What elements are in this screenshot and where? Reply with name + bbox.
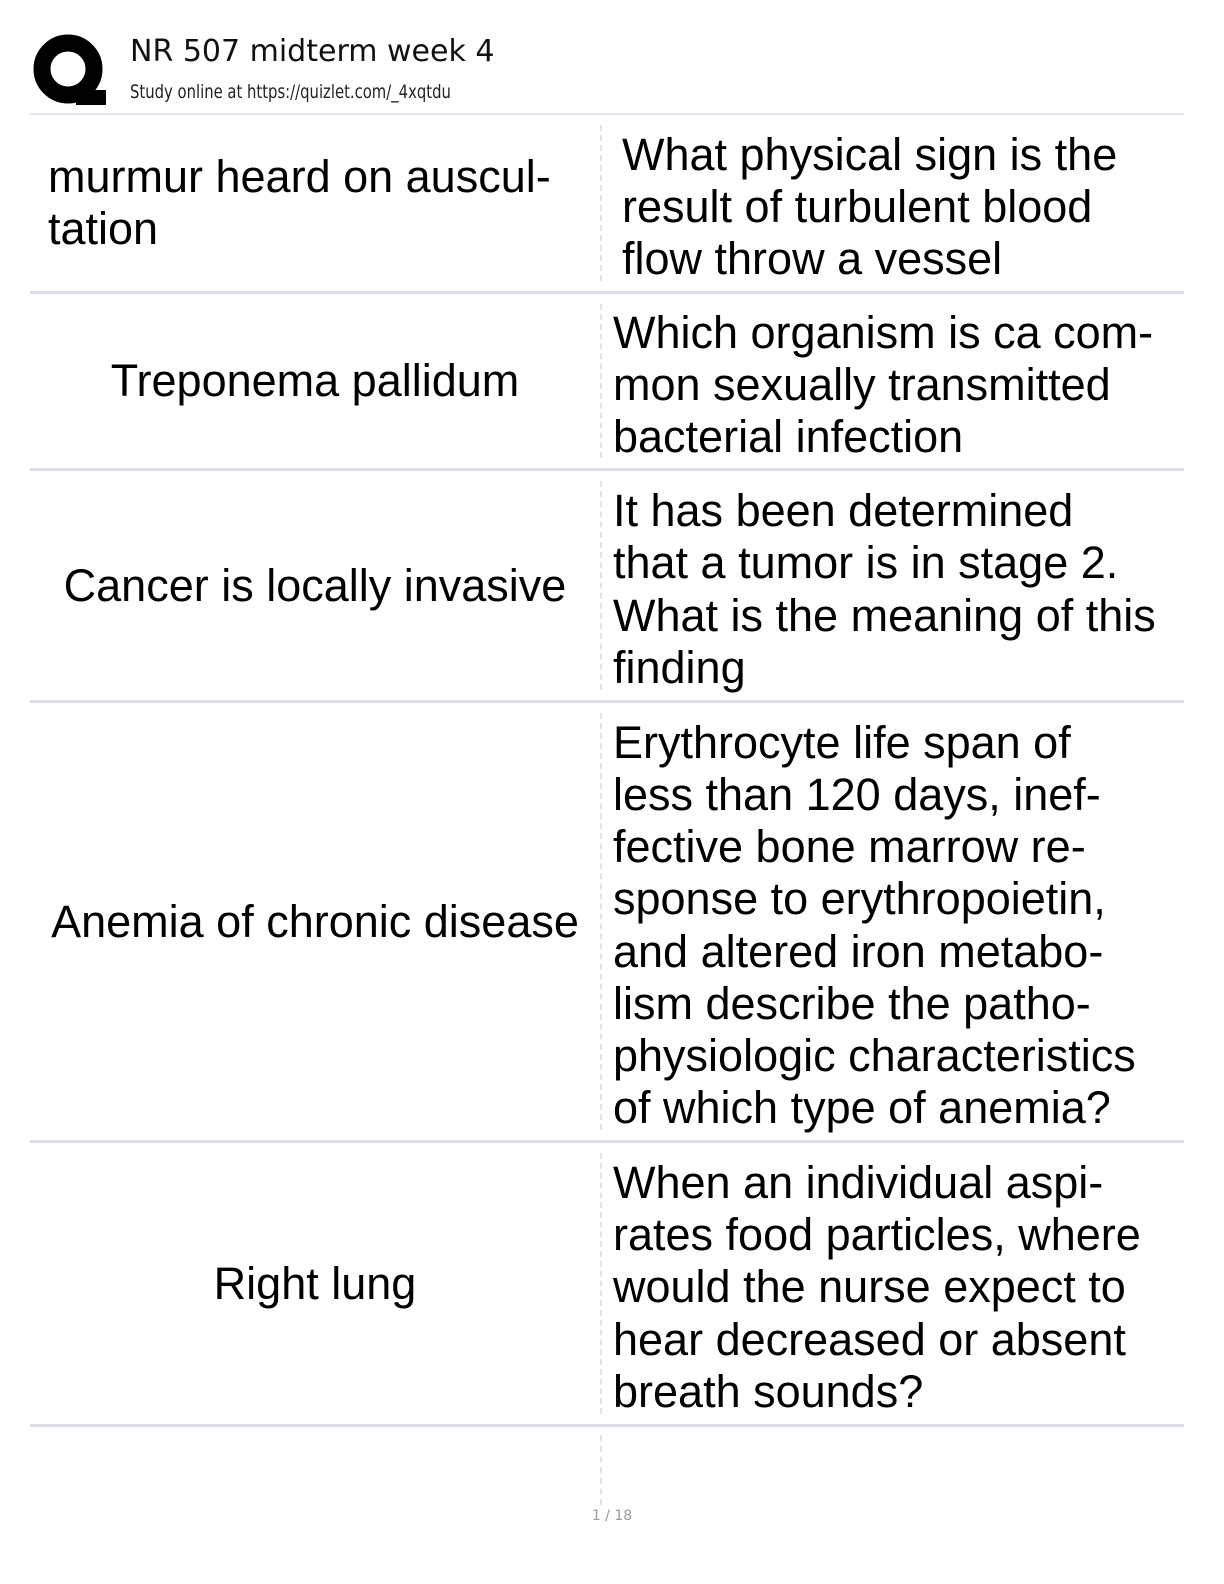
- term-text: murmur heard on auscul- tation: [48, 151, 551, 254]
- flashcard-term: [30, 471, 600, 700]
- card-divider: [600, 1435, 602, 1505]
- definition-text: It has been determined that a tumor is in stage 2. What is the meaning of this finding: [613, 485, 1156, 693]
- flashcard-term: [30, 115, 600, 291]
- deck-title: NR 507 midterm week 4: [130, 34, 495, 69]
- study-online-url[interactable]: Study online at https://quizlet.com/_4xqtdu: [130, 81, 451, 103]
- page-number: 1 / 18: [591, 1508, 633, 1524]
- flashcard-row: [30, 703, 1184, 1143]
- definition-text: Which organism is ca com- mon sexually transmitted bacterial infection: [613, 306, 1154, 463]
- page-header: [30, 26, 1184, 114]
- flashcard-term: [30, 703, 600, 1140]
- flashcard-term-empty: [30, 1435, 600, 1505]
- term-text: Anemia of chronic disease: [51, 895, 579, 947]
- flashcard-definition: [602, 115, 1184, 291]
- quizlet-q-logo-icon: [32, 32, 108, 108]
- flashcard-definition: [602, 294, 1184, 468]
- flashcard-row-continued: [30, 1435, 1184, 1505]
- flashcard-term: [30, 1143, 600, 1424]
- flashcard-row: [30, 471, 1184, 703]
- definition-text: Erythrocyte life span of less than 120 days, inef- fective bone marrow re- sponse to erythropoietin, and altered iron metabo- lism describe the patho- physiologic characteristics of which type of anemia?: [613, 716, 1136, 1134]
- term-text: Right lung: [213, 1257, 417, 1309]
- flashcard-row: [30, 1143, 1184, 1427]
- flashcard-definition: [602, 1143, 1184, 1424]
- definition-text: What physical sign is the result of turbulent blood flow throw a vessel: [622, 128, 1118, 285]
- flashcard-definition: [602, 703, 1184, 1140]
- flashcard-row: [30, 115, 1184, 294]
- definition-text: When an individual aspi- rates food particles, where would the nurse expect to hear decreased or absent breath sounds?: [613, 1156, 1141, 1417]
- flashcard-row: [30, 294, 1184, 471]
- flashcard-term: [30, 294, 600, 468]
- flashcard-definition: [602, 471, 1184, 700]
- term-text: Cancer is locally invasive: [63, 559, 567, 611]
- flashcard-list: [30, 115, 1184, 1505]
- term-text: Treponema pallidum: [110, 355, 520, 406]
